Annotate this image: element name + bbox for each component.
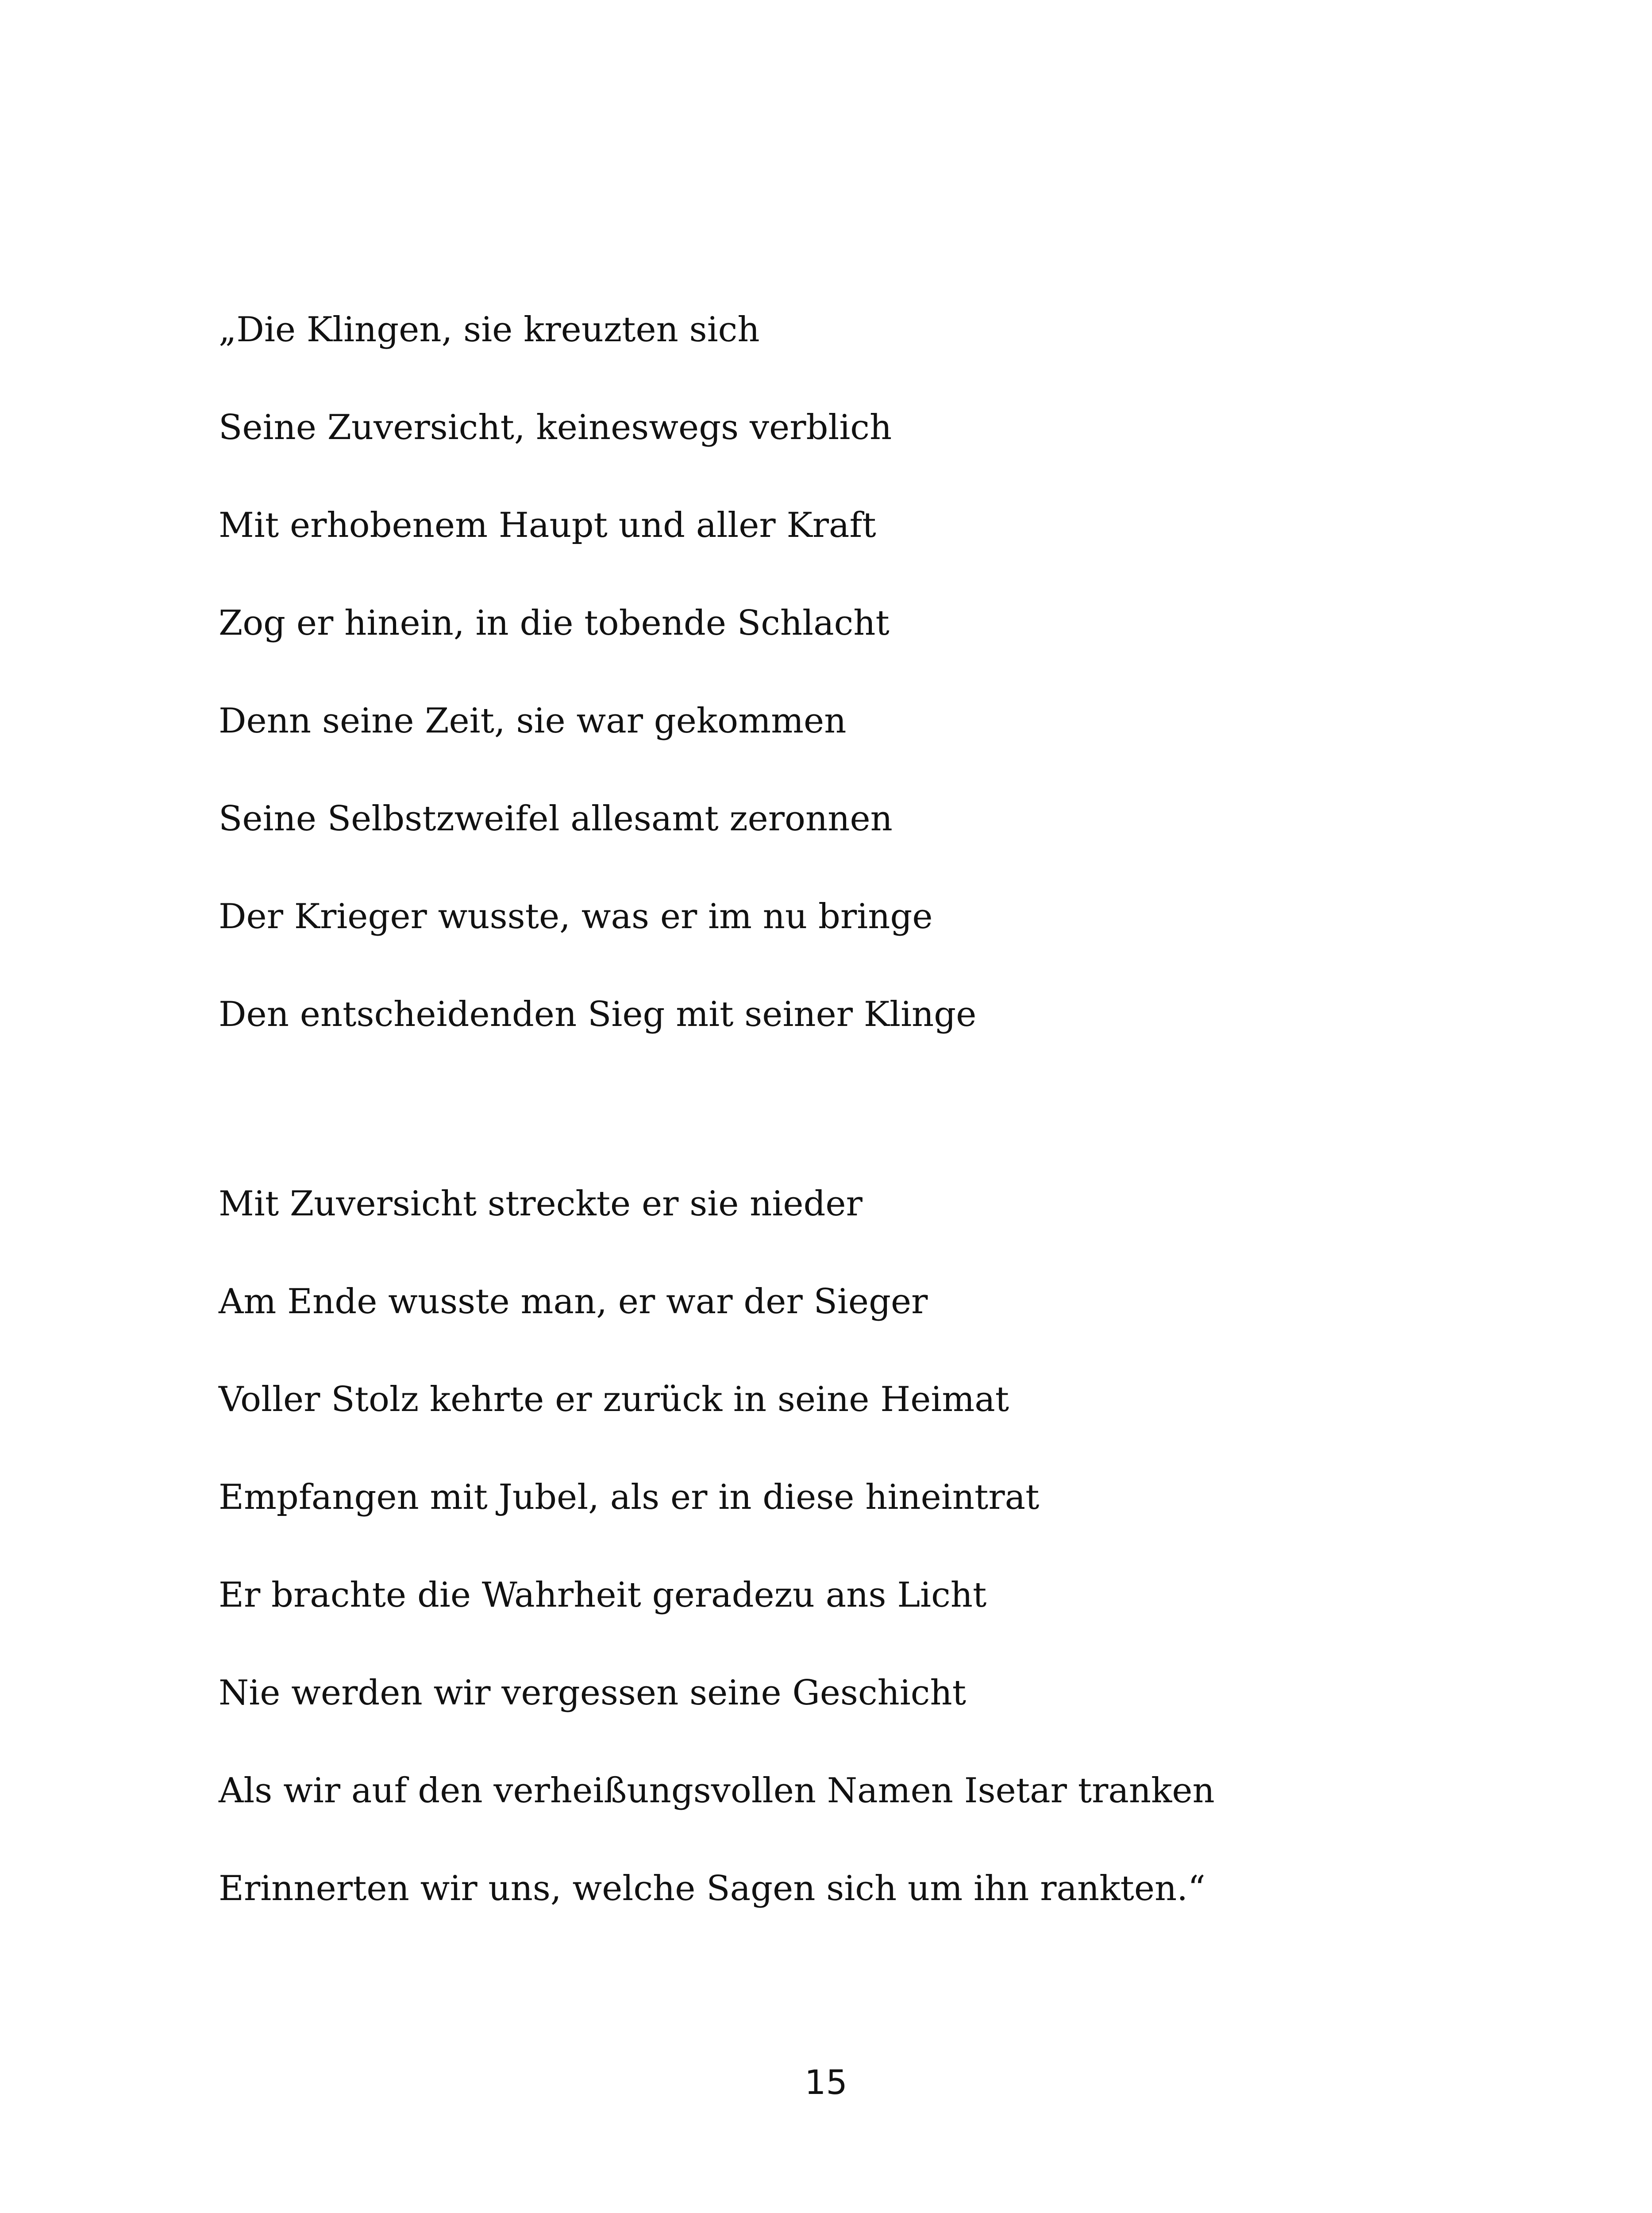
poem-line: Nie werden wir vergessen seine Geschicht (219, 1673, 967, 1713)
poem-line: Mit Zuversicht streckte er sie nieder (219, 1184, 863, 1224)
poem-stanza-1 (219, 303, 1546, 1086)
poem-line: Erinnerten wir uns, welche Sagen sich um ihn rankten.“ (219, 1869, 1205, 1908)
poem-line: Am Ende wusste man, er war der Sieger (219, 1282, 928, 1322)
poem-line: Denn seine Zeit, sie war gekommen (219, 701, 847, 741)
poem-line: Seine Zuversicht, keineswegs verblich (219, 408, 892, 447)
poem-line: Den entscheidenden Sieg mit seiner Klinge (219, 995, 977, 1034)
poem-line: Der Krieger wusste, was er im nu bringe (219, 897, 933, 937)
poem-stanza-2 (219, 1177, 1546, 1960)
page-number: 15 (805, 2063, 847, 2102)
poem-line: Seine Selbstzweifel allesamt zeronnen (219, 799, 893, 839)
poem-line: Er brachte die Wahrheit geradezu ans Licht (219, 1575, 987, 1615)
poem-line: Empfangen mit Jubel, als er in diese hineintrat (219, 1477, 1040, 1517)
poem-line: Als wir auf den verheißungsvollen Namen Isetar tranken (219, 1771, 1215, 1811)
poem-line: „Die Klingen, sie kreuzten sich (219, 310, 760, 350)
poem-line: Zog er hinein, in die tobende Schlacht (219, 603, 890, 643)
poem-line: Mit erhobenem Haupt und aller Kraft (219, 505, 876, 545)
poem-line: Voller Stolz kehrte er zurück in seine Heimat (219, 1380, 1009, 1419)
